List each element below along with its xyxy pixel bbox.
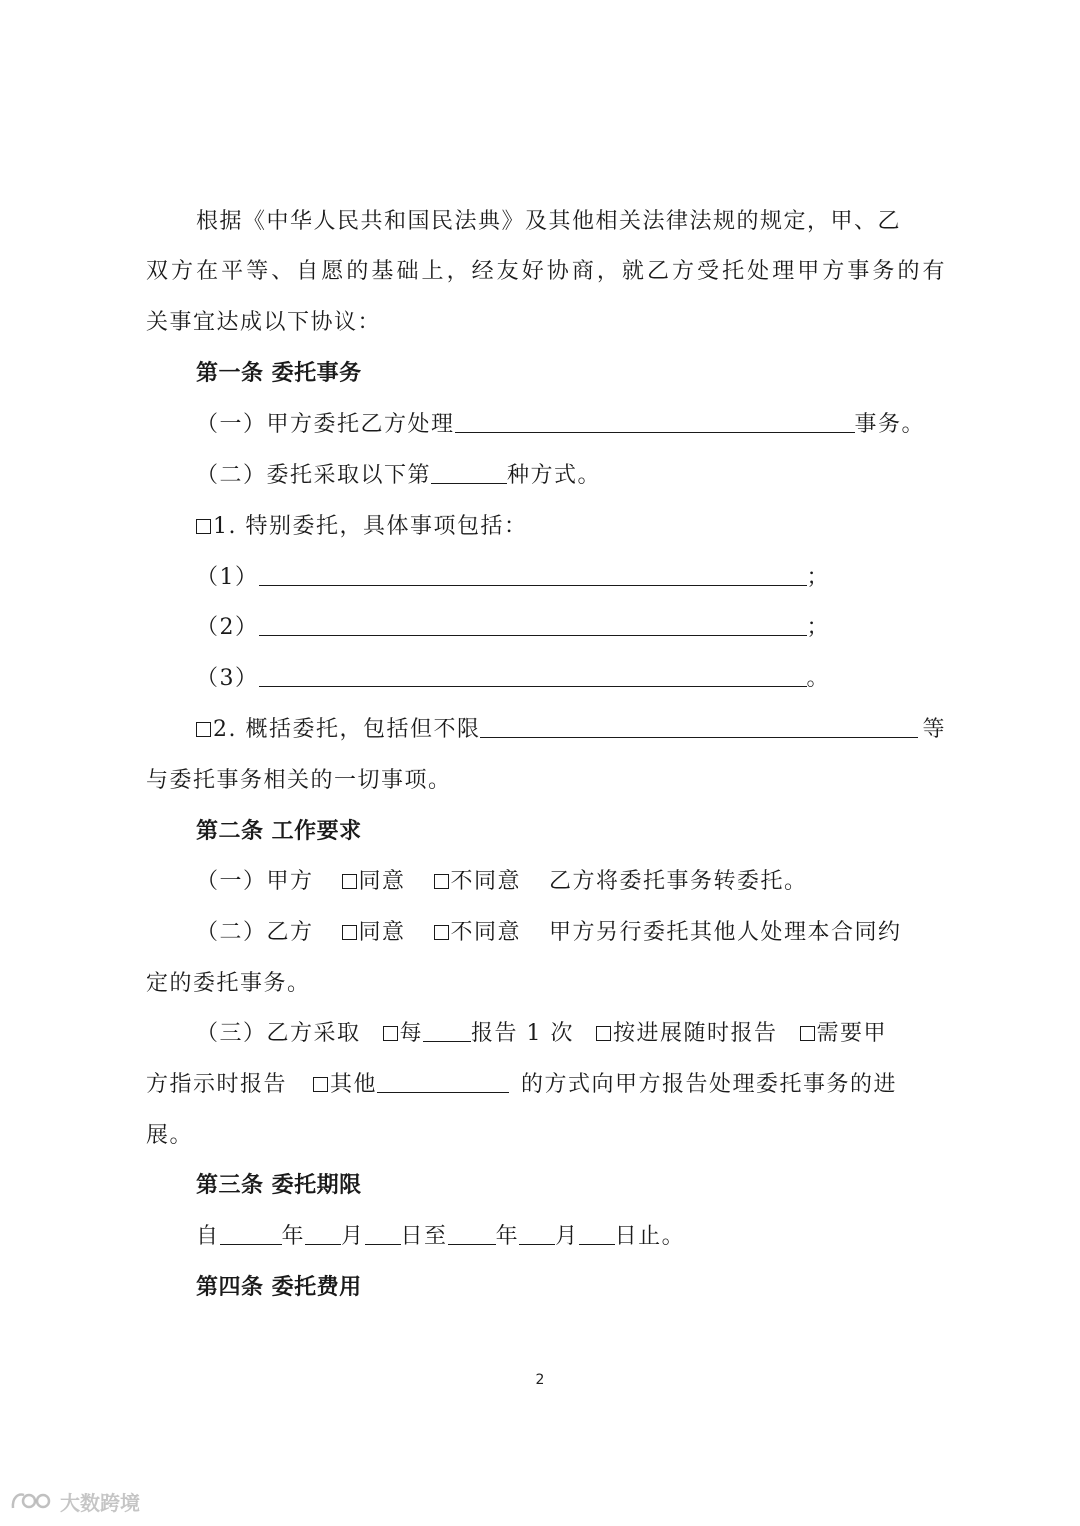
- sub-1-label: （1）: [196, 565, 259, 590]
- start-month-blank[interactable]: [305, 1218, 341, 1245]
- item-1-prefix: （一）甲方委托乙方处理: [196, 412, 455, 437]
- special-entrust-checkbox[interactable]: [196, 519, 211, 534]
- period-day-end: 日止。: [614, 1224, 686, 1249]
- article-1-sub-2: [196, 608, 946, 648]
- article-1-sub-3: [196, 659, 946, 699]
- row-3-need: 需要甲: [816, 1021, 888, 1046]
- period-month-2: 月: [555, 1224, 579, 1249]
- watermark-logo-icon: [10, 1490, 56, 1512]
- row-3-line-2-a: 方指示时报告: [146, 1072, 288, 1097]
- sub-3-end: 。: [806, 666, 831, 691]
- period-blank[interactable]: [423, 1015, 471, 1042]
- row-3-prefix: （三）乙方采取: [196, 1021, 361, 1046]
- article-2-row-2-line-2: 定的委托事务。: [146, 971, 311, 996]
- on-demand-report-checkbox[interactable]: [800, 1026, 815, 1041]
- article-1-option-2-line-2: 与委托事务相关的一切事项。: [146, 768, 452, 793]
- row-1-agree: 同意: [358, 869, 406, 894]
- row-1-text: 乙方将委托事务转委托。: [549, 869, 808, 894]
- article-1-item-2: [196, 456, 946, 496]
- start-day-blank[interactable]: [365, 1218, 401, 1245]
- item-1-suffix: 事务。: [854, 412, 926, 437]
- sub-3-blank[interactable]: [259, 660, 807, 687]
- row-2-agree-checkbox[interactable]: [342, 925, 357, 940]
- each-period-checkbox[interactable]: [383, 1026, 398, 1041]
- item-2-suffix: 种方式。: [507, 463, 602, 488]
- sub-1-blank[interactable]: [259, 559, 807, 586]
- row-1-disagree-checkbox[interactable]: [434, 874, 449, 889]
- option-2-suffix: 等: [922, 717, 946, 742]
- row-2-disagree-checkbox[interactable]: [434, 925, 449, 940]
- intro-line-3: 关事宜达成以下协议：: [146, 310, 382, 335]
- sub-2-end: ；: [806, 615, 831, 640]
- option-1-label: 1. 特别委托，具体事项包括：: [213, 514, 528, 539]
- period-year: 年: [281, 1224, 306, 1249]
- option-2-blank[interactable]: [480, 711, 918, 738]
- watermark-text: 大数跨境: [60, 1490, 140, 1515]
- progress-report-checkbox[interactable]: [596, 1026, 611, 1041]
- end-day-blank[interactable]: [579, 1218, 615, 1245]
- option-2-prefix: 2. 概括委托，包括但不限: [213, 717, 481, 742]
- intro-line-2: 双方在平等、自愿的基础上，经友好协商，就乙方受托处理甲方事务的有: [146, 259, 946, 284]
- row-2-disagree: 不同意: [450, 920, 522, 945]
- article-1-option-2: [196, 710, 946, 750]
- row-1-agree-checkbox[interactable]: [342, 874, 357, 889]
- article-1-option-1: [196, 507, 946, 547]
- row-1-disagree: 不同意: [450, 869, 522, 894]
- article-3-title: 第三条 委托期限: [196, 1173, 362, 1198]
- other-method-blank[interactable]: [377, 1066, 509, 1093]
- watermark: [10, 1486, 140, 1516]
- sub-3-label: （3）: [196, 666, 259, 691]
- row-2-prefix: （二）乙方: [196, 920, 314, 945]
- sub-2-label: （2）: [196, 615, 259, 640]
- article-2-row-1: [196, 862, 946, 902]
- period-month: 月: [341, 1224, 365, 1249]
- period-from: 自: [196, 1224, 220, 1249]
- sub-2-blank[interactable]: [259, 609, 807, 636]
- article-2-row-3: [196, 1014, 946, 1054]
- row-2-agree: 同意: [358, 920, 406, 945]
- article-1-sub-1: [196, 558, 946, 598]
- end-month-blank[interactable]: [519, 1218, 555, 1245]
- row-2-text: 甲方另行委托其他人处理本合同约: [549, 920, 902, 945]
- other-method-checkbox[interactable]: [313, 1077, 328, 1092]
- general-entrust-checkbox[interactable]: [196, 722, 211, 737]
- period-day-to: 日至: [400, 1224, 448, 1249]
- article-2-row-3-line-2: [146, 1065, 946, 1105]
- article-4-title: 第四条 委托费用: [196, 1275, 362, 1300]
- row-3-line-2-b: 的方式向甲方报告处理委托事务的进: [521, 1072, 898, 1097]
- row-1-prefix: （一）甲方: [196, 869, 314, 894]
- article-2-row-2: [196, 913, 946, 953]
- article-2-row-3-line-3: 展。: [146, 1123, 194, 1148]
- row-3-each: 每: [399, 1021, 424, 1046]
- intro-line-1: 根据《中华人民共和国民法典》及其他相关法律法规的规定，甲、乙: [196, 209, 902, 234]
- start-year-blank[interactable]: [220, 1218, 282, 1245]
- row-3-progress: 按进展随时报告: [613, 1021, 778, 1046]
- sub-1-end: ；: [806, 565, 831, 590]
- item-2-blank[interactable]: [431, 457, 507, 484]
- item-2-prefix: （二）委托采取以下第: [196, 463, 432, 488]
- item-1-blank[interactable]: [455, 406, 855, 433]
- article-1-item-1: [196, 405, 946, 445]
- article-2-title: 第二条 工作要求: [196, 819, 362, 844]
- row-3-other: 其他: [330, 1072, 378, 1097]
- end-year-blank[interactable]: [448, 1218, 496, 1245]
- row-3-report: 报告 1 次: [471, 1021, 575, 1046]
- article-3-period: [196, 1217, 946, 1257]
- article-1-title: 第一条 委托事务: [196, 361, 362, 386]
- page-number: 2: [535, 1372, 545, 1388]
- period-year-2: 年: [495, 1224, 520, 1249]
